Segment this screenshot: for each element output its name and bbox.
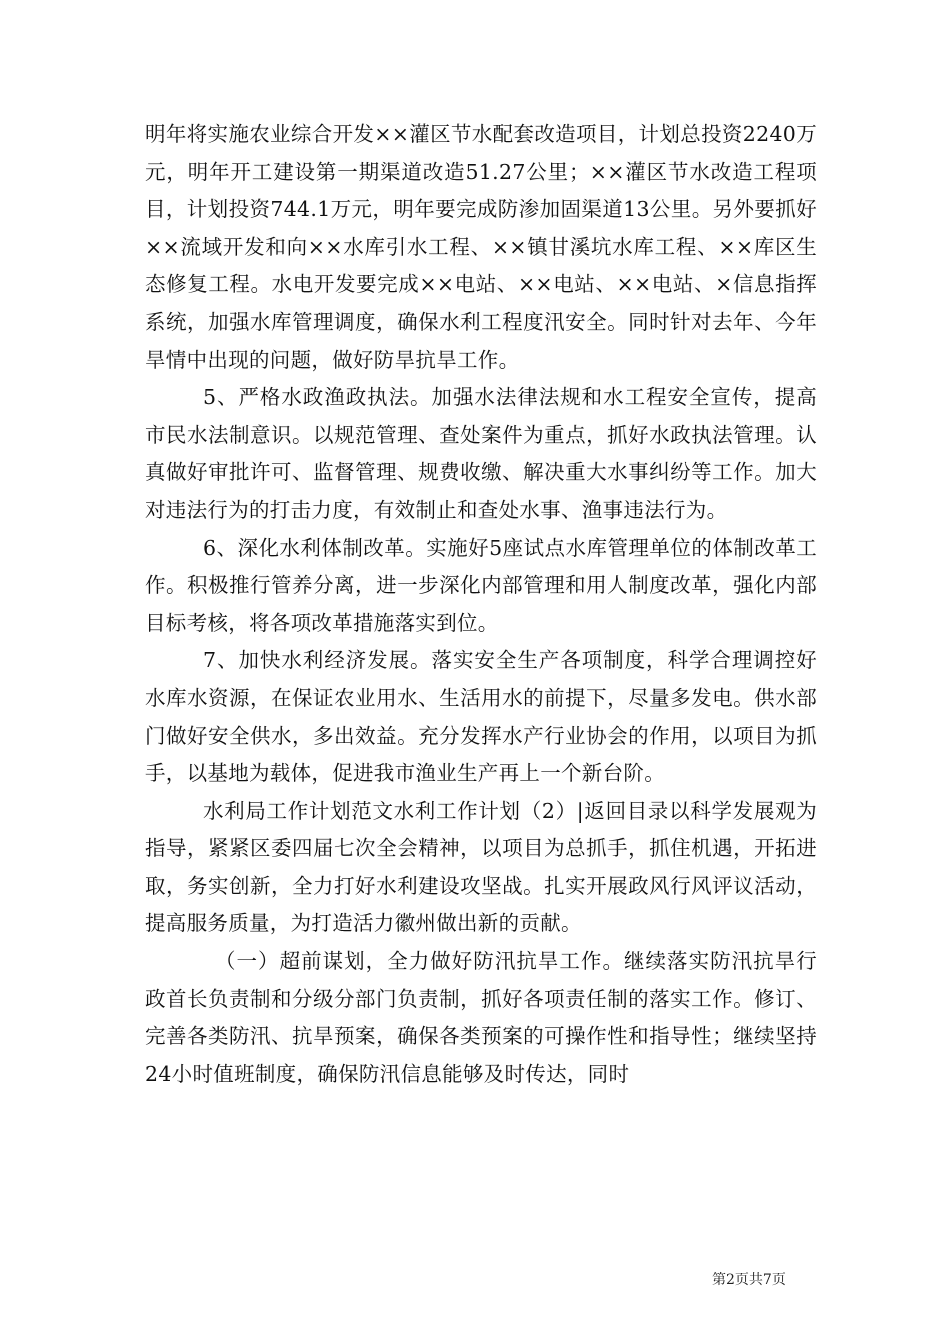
document-body <box>145 116 817 1093</box>
paragraph-plan-2-intro: 水利局工作计划范文水利工作计划（2）|返回目录以科学发展观为指导，紧紧区委四届七次全会精神，以项目为总抓手，抓住机遇，开拓进取，务实创新，全力打好水利建设攻坚战。扎实开展政风行风评议活动，提高服务质量，为打造活力徽州做出新的贡献。 <box>145 798 817 936</box>
paragraph-item-6: 6、深化水利体制改革。实施好5座试点水库管理单位的体制改革工作。积极推行管养分离，进一步深化内部管理和用人制度改革，强化内部目标考核，将各项改革措施落实到位。 <box>145 535 817 635</box>
paragraph-item-7: 7、加快水利经济发展。落实安全生产各项制度，科学合理调控好水库水资源，在保证农业用水、生活用水的前提下，尽量多发电。供水部门做好安全供水，多出效益。充分发挥水产行业协会的作用，以项目为抓手，以基地为载体，促进我市渔业生产再上一个新台阶。 <box>145 648 817 786</box>
paragraph-item-5: 5、严格水政渔政执法。加强水法律法规和水工程安全宣传，提高市民水法制意识。以规范管理、查处案件为重点，抓好水政执法管理。认真做好审批许可、监督管理、规费收缴、解决重大水事纠纷等工作。加大对违法行为的打击力度，有效制止和查处水事、渔事违法行为。 <box>145 385 817 522</box>
paragraph-section-1: （一）超前谋划，全力做好防汛抗旱工作。继续落实防汛抗旱行政首长负责制和分级分部门负责制，抓好各项责任制的落实工作。修订、完善各类防汛、抗旱预案，确保各类预案的可操作性和指导性；继续坚持24小时值班制度，确保防汛信息能够及时传达，同时 <box>145 949 817 1086</box>
page-number-footer: 第2页共7页 <box>712 1272 786 1288</box>
paragraph-water-projects: 明年将实施农业综合开发××灌区节水配套改造项目，计划总投资2240万元，明年开工建设第一期渠道改造51.27公里；××灌区节水改造工程项目，计划投资744.1万元，明年要完成防渗加固渠道13公里。另外要抓好××流域开发和向××水库引水工程、××镇甘溪坑水库工程、××库区生态修复工程。水电开发要完成××电站、××电站、××电站、×信息指挥系统，加强水库管理调度，确保水利工程度汛安全。同时针对去年、今年旱情中出现的问题，做好防旱抗旱工作。 <box>145 122 817 372</box>
